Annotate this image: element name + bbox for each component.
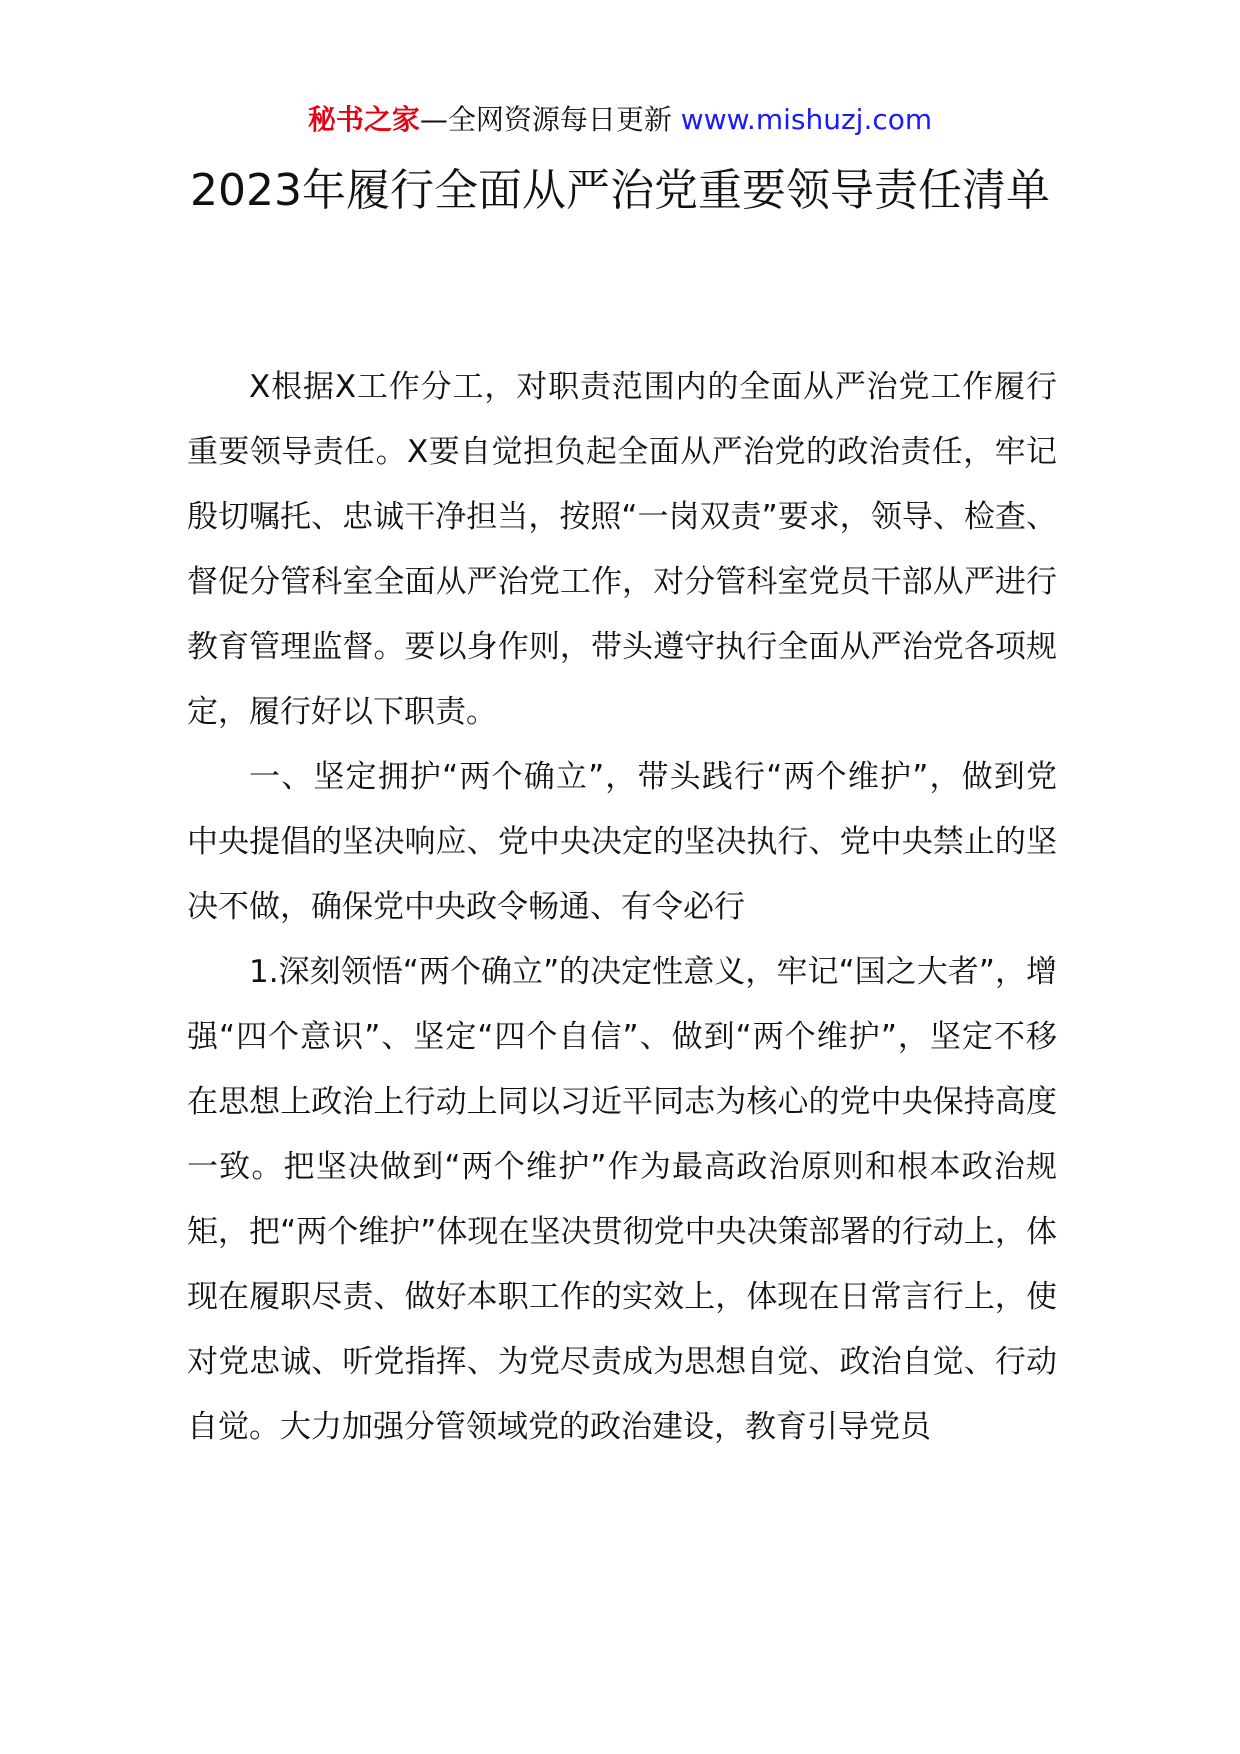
site-url-link[interactable]: www.mishuzj.com	[680, 103, 933, 136]
item-paragraph-1: 1.深刻领悟“两个确立”的决定性意义，牢记“国之大者”，增强“四个意识”、坚定“四个自信”、做到“两个维护”，坚定不移在思想上政治上行动上同以习近平同志为核心的党中央保持高度一致。把坚决做到“两个维护”作为最高政治原则和根本政治规矩，把“两个维护”体现在坚决贯彻党中央决策部署的行动上，体现在履职尽责、做好本职工作的实效上，体现在日常言行上，使对党忠诚、听党指挥、为党尽责成为思想自觉、政治自觉、行动自觉。大力加强分管领域党的政治建设，教育引导党员	[187, 954, 1057, 1445]
section-heading-1: 一、坚定拥护“两个确立”，带头践行“两个维护”，做到党中央提倡的坚决响应、党中央决定的坚决执行、党中央禁止的坚决不做，确保党中央政令畅通、有令必行	[187, 759, 1057, 925]
site-header	[0, 100, 1240, 140]
site-slogan: —全网资源每日更新	[419, 103, 672, 136]
document-body	[187, 355, 1057, 1460]
document-title: 2023年履行全面从严治党重要领导责任清单	[190, 165, 1050, 216]
site-brand: 秘书之家	[307, 103, 420, 136]
intro-paragraph: X根据X工作分工，对职责范围内的全面从严治党工作履行重要领导责任。X要自觉担负起全面从严治党的政治责任，牢记殷切嘱托、忠诚干净担当，按照“一岗双责”要求，领导、检查、督促分管科室全面从严治党工作，对分管科室党员干部从严进行教育管理监督。要以身作则，带头遵守执行全面从严治党各项规定，履行好以下职责。	[187, 369, 1057, 730]
